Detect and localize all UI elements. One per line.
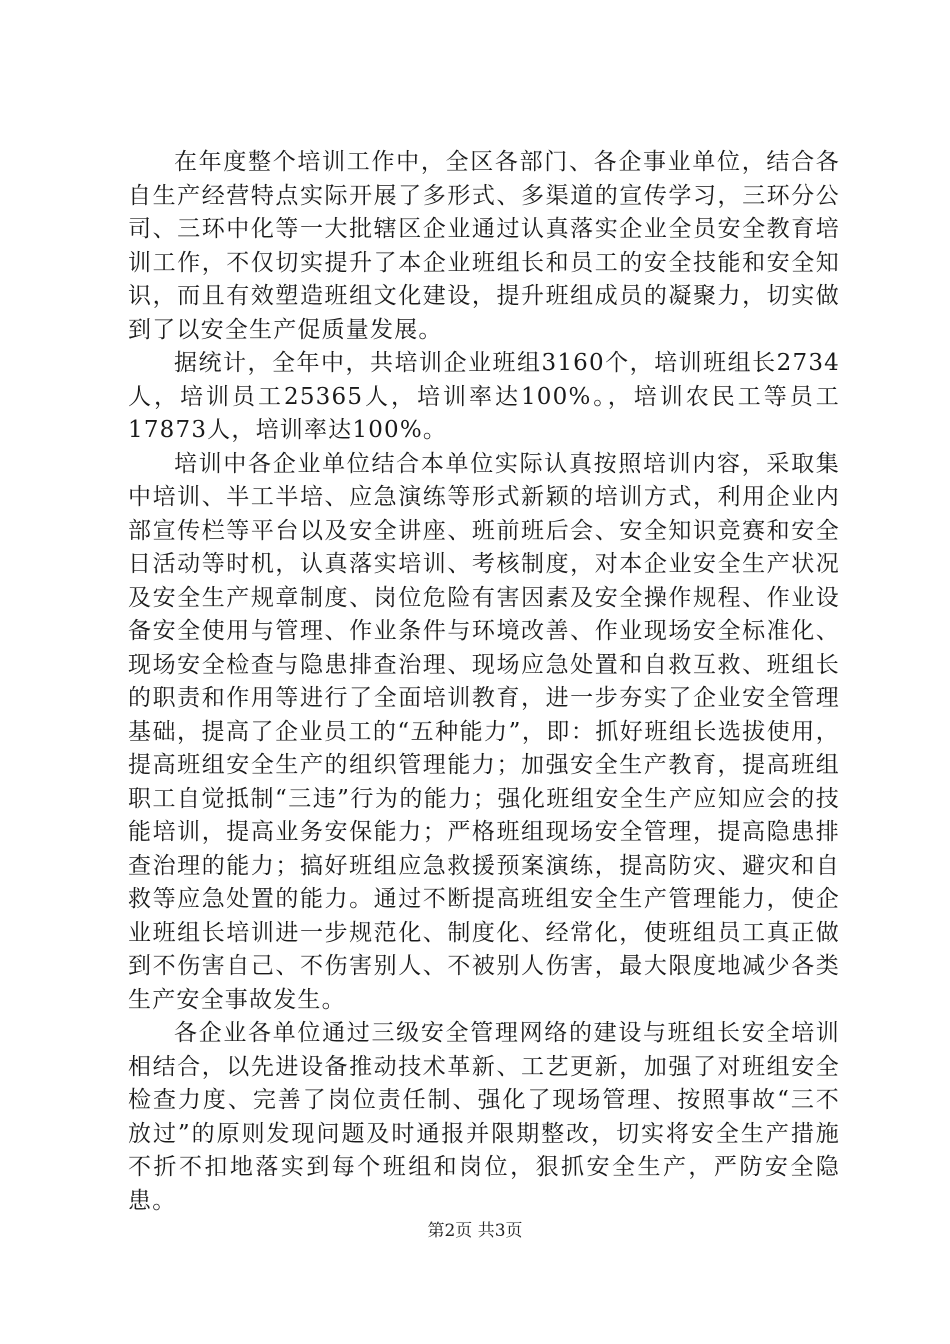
page-number-footer: 第2页 共3页 xyxy=(427,1221,523,1241)
paragraph-safety-management: 各企业各单位通过三级安全管理网络的建设与班组长安全培训相结合，以先进设备推动技术革新、工艺更新，加强了对班组安全检查力度、完善了岗位责任制、强化了现场管理、按照事故“三不放过”的原则发现问题及时通报并限期整改，切实将安全生产措施不折不扣地落实到每个班组和岗位，狠抓安全生产，严防安全隐患。 xyxy=(128,1020,840,1214)
document-body xyxy=(128,146,840,1218)
paragraph-training-methods: 培训中各企业单位结合本单位实际认真按照培训内容，采取集中培训、半工半培、应急演练等形式新颖的培训方式，利用企业内部宣传栏等平台以及安全讲座、班前班后会、安全知识竞赛和安全日活动等时机，认真落实培训、考核制度，对本企业安全生产状况及安全生产规章制度、岗位危险有害因素及安全操作规程、作业设备安全使用与管理、作业条件与环境改善、作业现场安全标准化、现场安全检查与隐患排查治理、现场应急处置和自救互救、班组长的职责和作用等进行了全面培训教育，进一步夯实了企业安全管理基础，提高了企业员工的“五种能力”，即：抓好班组长选拔使用，提高班组安全生产的组织管理能力；加强安全生产教育，提高班组职工自觉抵制“三违”行为的能力；强化班组安全生产应知应会的技能培训，提高业务安保能力；严格班组现场安全管理，提高隐患排查治理的能力；搞好班组应急救援预案演练，提高防灾、避灾和自救等应急处置的能力。通过不断提高班组安全生产管理能力，使企业班组长培训进一步规范化、制度化、经常化，使班组员工真正做到不伤害自己、不伤害别人、不被别人伤害，最大限度地减少各类生产安全事故发生。 xyxy=(128,450,840,1013)
paragraph-statistics: 据统计，全年中，共培训企业班组3160个，培训班组长2734人，培训员工25365人，培训率达100%。，培训农民工等员工17873人，培训率达100%。 xyxy=(128,350,840,443)
paragraph-training-overview: 在年度整个培训工作中，全区各部门、各企事业单位，结合各自生产经营特点实际开展了多形式、多渠道的宣传学习，三环分公司、三环中化等一大批辖区企业通过认真落实企业全员安全教育培训工作，不仅切实提升了本企业班组长和员工的安全技能和安全知识，而且有效塑造班组文化建设，提升班组成员的凝聚力，切实做到了以安全生产促质量发展。 xyxy=(128,149,840,343)
